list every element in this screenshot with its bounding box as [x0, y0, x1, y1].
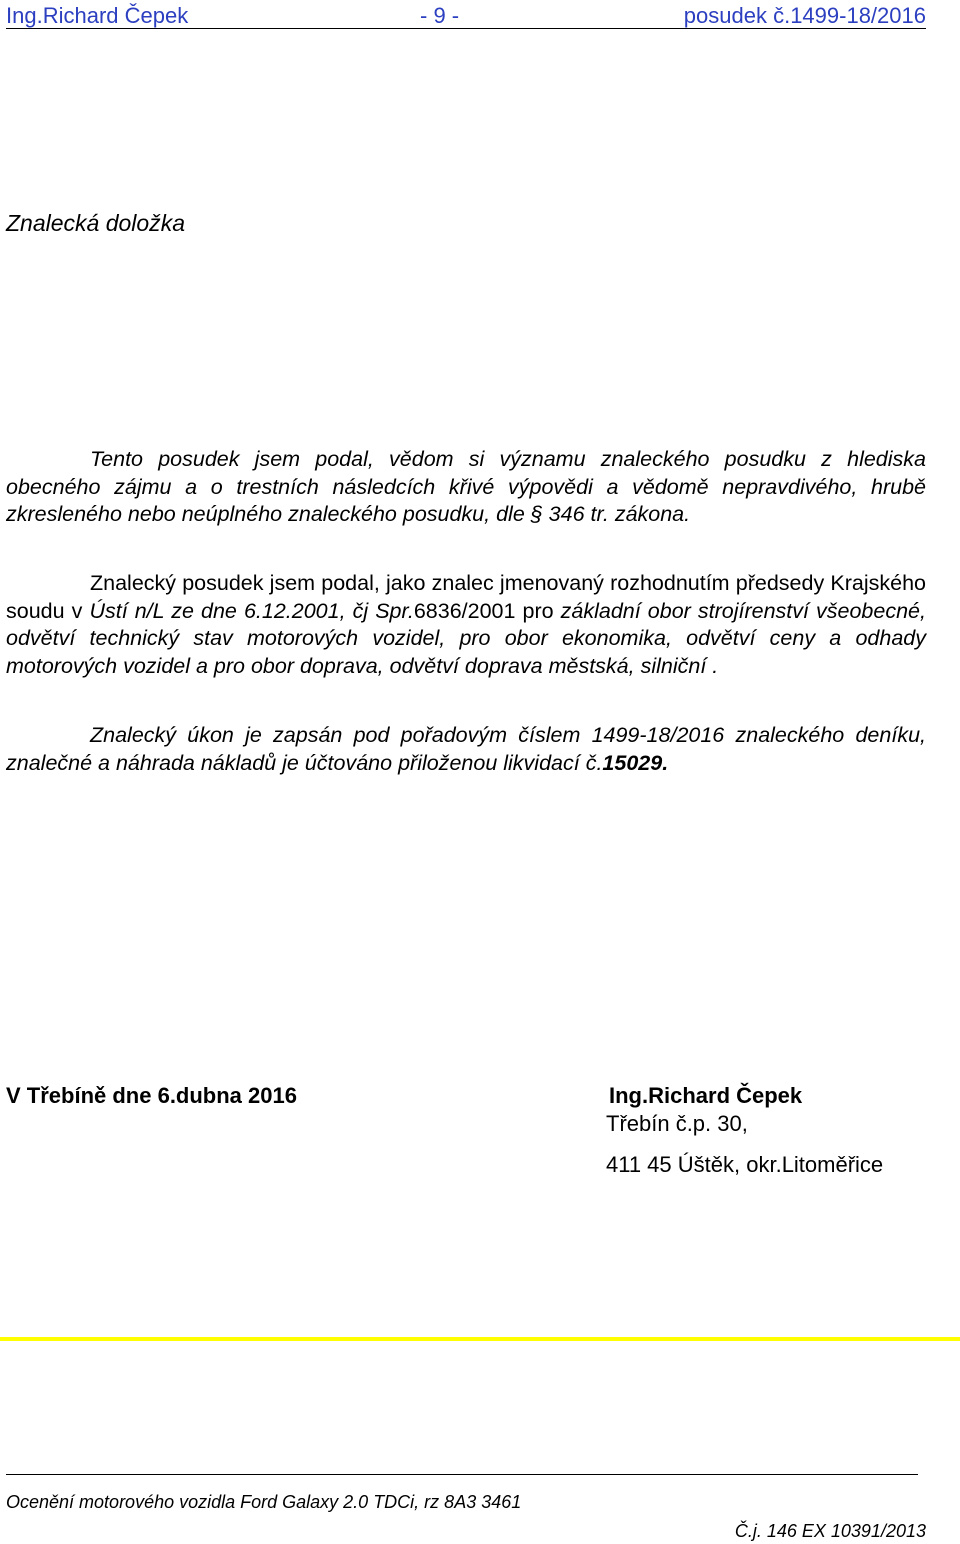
- footer-rule: [6, 1474, 918, 1475]
- paragraph-appointment-part2: Ústí n/L ze dne 6.12.2001, čj Spr.: [82, 598, 414, 623]
- paragraph-registration-text: Znalecký úkon je zapsán pod pořadovým číslem 1499-18/2016 znaleckého deníku, znalečné a náhrada nákladů je účtováno přiloženou likvidací č.: [6, 723, 926, 775]
- document-title: Znalecká doložka: [6, 210, 185, 236]
- paragraph-declaration-text: Tento posudek jsem podal, vědom si významu znaleckého posudku z hlediska obecného zájmu a o trestních následcích křivé výpovědi a vědomě nepravdivého, hrubě zkresleného nebo neúplného znaleckého posudku, dle § 346 tr. zákona.: [6, 447, 926, 526]
- header-page-number: - 9 -: [420, 3, 460, 28]
- paragraph-registration: [6, 722, 926, 777]
- signature-address-line2: 411 45 Úštěk, okr.Litoměřice: [606, 1152, 884, 1177]
- place-date: V Třebíně dne 6.dubna 2016: [6, 1083, 297, 1108]
- paragraph-declaration: [6, 446, 926, 529]
- paragraph-appointment-part3: 6836/2001 pro: [413, 598, 554, 623]
- footer-case-number: Č.j. 146 EX 10391/2013: [734, 1521, 926, 1541]
- header-rule: [6, 28, 926, 29]
- signature-name: Ing.Richard Čepek: [609, 1083, 803, 1108]
- signature-address-line1: Třebín č.p. 30,: [606, 1111, 748, 1136]
- paragraph-appointment-part1: Znalecký posudek jsem podal, jako znalec jmenovaný rozhodnutím předsedy Krajského soudu v: [6, 571, 926, 623]
- invoice-number: 15029.: [602, 750, 669, 775]
- yellow-separator: [0, 1337, 960, 1341]
- footer-subject: Ocenění motorového vozidla Ford Galaxy 2.0 TDCi, rz 8A3 3461: [6, 1492, 522, 1512]
- header-author: Ing.Richard Čepek: [6, 3, 189, 28]
- paragraph-appointment: [6, 570, 926, 680]
- header-case-ref: posudek č.1499-18/2016: [683, 3, 926, 28]
- paragraph-appointment-part4: základní obor strojírenství všeobecné, odvětví technický stav motorových vozidel, pro obor ekonomika, odvětví ceny a odhady motorových vozidel a pro obor doprava, odvětví doprava městská, silniční .: [6, 598, 926, 678]
